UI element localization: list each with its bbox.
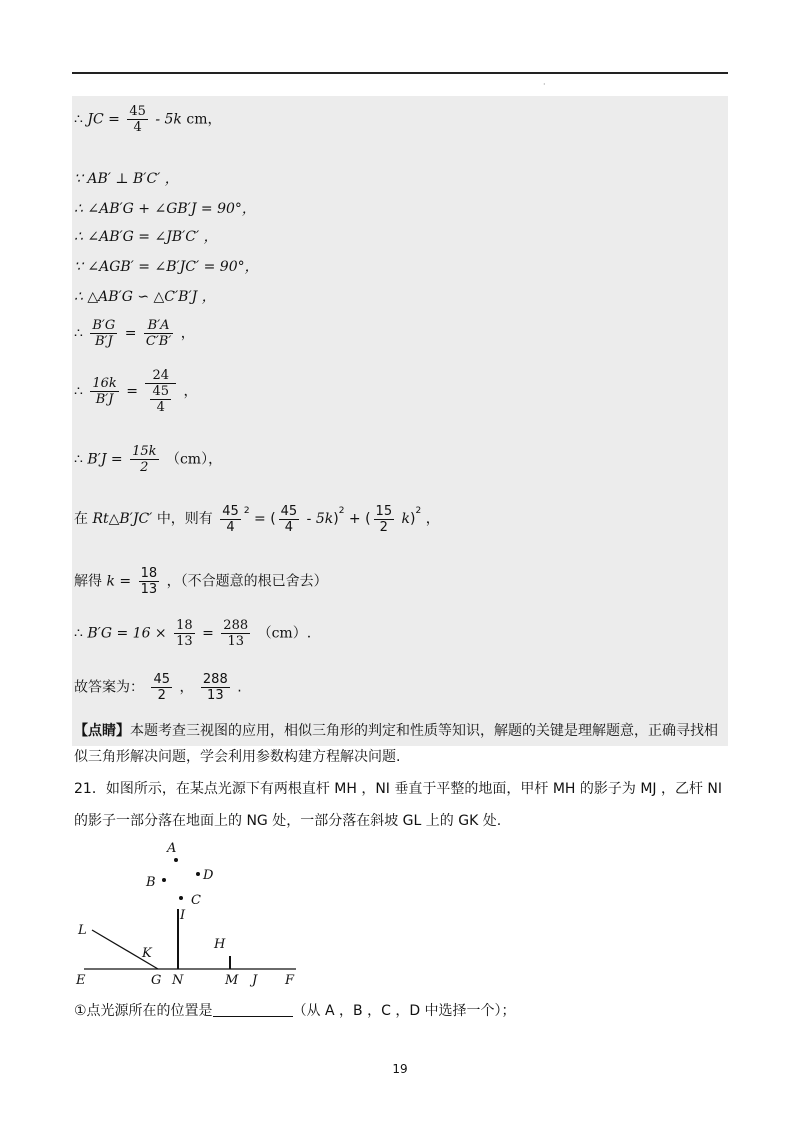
solution-line-10: 在 Rt△B′JC′ 中，则有 $\frac{45}{4}$ $^2$ = ( $\frac{45}{4}$ - 5k)$^2$ + ( $\frac{15}{2}$ k)$^2$ ， — [74, 503, 440, 535]
page-number: 19 — [392, 1062, 408, 1076]
question-21-line-1: 21．如图所示，在某点光源下有两根直杆 MH ，NI 垂直于平整的地面，甲杆 MH 的影子为 MJ ，乙杆 NI — [74, 781, 723, 797]
shadow-figure — [72, 838, 312, 998]
label-J: J — [252, 973, 258, 988]
solution-line-8: ∴ $\frac{16k}{B'J}$ = $\frac{24}{\frac{45}{4}}$ ， — [74, 368, 198, 415]
solution-line-5: ∵ ∠AGB′ = ∠B′JC′ = 90°， — [74, 259, 259, 275]
label-M: M — [225, 973, 239, 988]
answer-blank[interactable] — [213, 1002, 293, 1017]
solution-line-1: ∴ JC = $\frac{45}{4}$ - 5k cm， — [74, 104, 222, 135]
label-L: L — [78, 923, 87, 938]
label-I: I — [180, 908, 186, 923]
label-B: B — [146, 875, 156, 890]
label-H: H — [214, 937, 226, 952]
solution-line-7: ∴ $\frac{B'G}{B'J}$ = $\frac{B'A}{C'B'}$ ， — [74, 318, 195, 349]
solution-line-9: ∴ B′J = $\frac{15k}{2}$ （cm）， — [74, 444, 223, 475]
question-21-line-2: 的影子一部分落在地面上的 NG 处，一部分落在斜坡 GL 上的 GK 处. — [74, 813, 502, 829]
label-E: E — [76, 973, 86, 988]
label-G: G — [151, 973, 162, 988]
solution-line-11: 解得 k = $\frac{18}{13}$ ，（不合题意的根已舍去） — [74, 566, 328, 597]
key-point-text: 本题考查三视图的应用，相似三角形的判定和性质等知识，解题的关键是理解题意，正确寻找相似三角形解决问题，学会利用参数构建方程解决问题. — [74, 723, 718, 765]
answer-line: 故答案为： $\frac{45}{2}$ ， $\frac{288}{13}$ . — [74, 672, 242, 703]
label-C: C — [191, 893, 201, 908]
label-D: D — [203, 868, 214, 883]
solution-line-6: ∴ △AB′G ∽ △C′B′J ， — [74, 289, 216, 305]
question-21-part-1: ①点光源所在的位置是 （从 A ，B ，C ，D 中选择一个）； — [74, 1003, 516, 1019]
solution-line-12: ∴ B′G = 16 × $\frac{18}{13}$ = $\frac{288}{13}$ （cm）. — [74, 618, 312, 649]
solution-line-4: ∴ ∠AB′G = ∠JB′C′ ， — [74, 229, 218, 245]
label-A: A — [167, 841, 177, 856]
label-K: K — [142, 946, 152, 961]
label-N: N — [172, 973, 184, 988]
point-C — [179, 896, 183, 900]
key-point-tag: 【点睛】 — [74, 723, 130, 739]
header-dot: · — [543, 80, 546, 89]
label-F: F — [285, 973, 295, 988]
point-B — [162, 878, 166, 882]
header-rule — [72, 72, 728, 74]
point-D — [196, 872, 200, 876]
point-A — [174, 858, 178, 862]
solution-line-3: ∴ ∠AB′G + ∠GB′J = 90°， — [74, 201, 256, 217]
solution-line-2: ∵ AB′ ⊥ B′C′ ， — [74, 171, 179, 187]
key-point-comment — [74, 718, 730, 770]
